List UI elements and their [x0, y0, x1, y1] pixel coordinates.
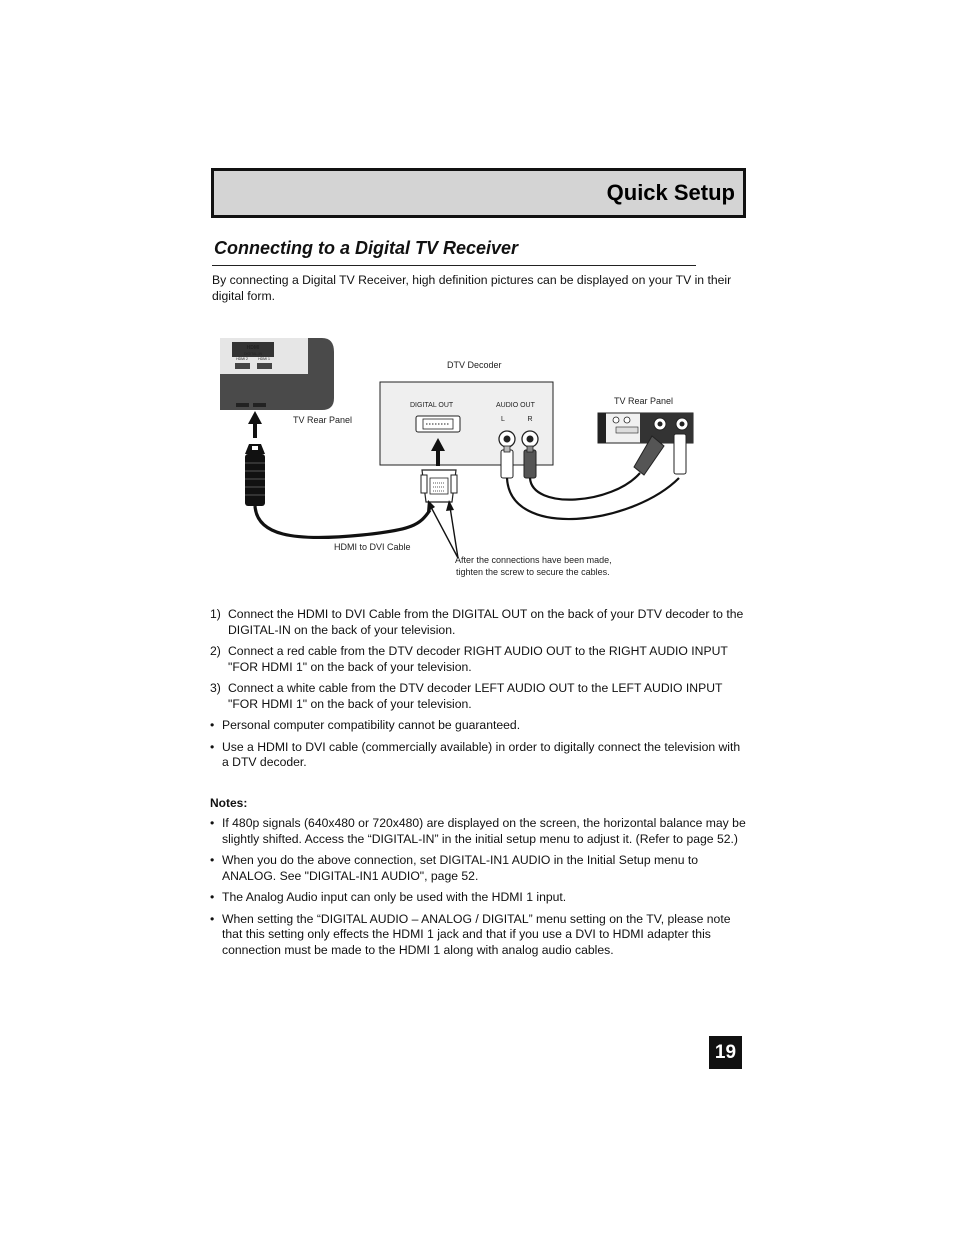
note-text: The Analog Audio input can only be used with the HDMI 1 input. — [222, 890, 567, 904]
audio-right-label: R — [527, 416, 533, 423]
digital-in-label: DIGITAL-IN — [243, 352, 263, 356]
step-item — [210, 644, 746, 675]
page-header — [211, 168, 746, 218]
tv-rear-panel-right-label: TV Rear Panel — [614, 396, 674, 406]
hdmi1-label: HDMI 1 — [258, 357, 270, 361]
note-text: If 480p signals (640x480 or 720x480) are displayed on the screen, the horizontal balance may be slightly shifted. Access the “DIGITAL-IN” in the initial setup menu to adjust it. (Refer to page 52.) — [222, 816, 746, 846]
intro-paragraph: By connecting a Digital TV Receiver, high definition pictures can be displayed on your TV in their digital form. — [212, 273, 732, 303]
notes-list — [210, 816, 746, 964]
dvi-port — [416, 416, 460, 432]
instruction-list — [210, 607, 746, 777]
bullet-icon: • — [210, 911, 215, 926]
page-number: 19 — [709, 1036, 742, 1069]
step-item — [210, 607, 746, 638]
step-item — [210, 681, 746, 712]
note-item — [210, 816, 746, 847]
step-number: 2) — [210, 644, 221, 658]
note-item — [210, 890, 746, 906]
bullet-icon: • — [210, 890, 215, 904]
bullet-text: Personal computer compatibility cannot be guaranteed. — [222, 718, 521, 732]
hdmi-badge: HDMI — [246, 345, 260, 351]
step-number: 3) — [210, 681, 221, 695]
step-text: Connect the HDMI to DVI Cable from the DIGITAL OUT on the back of your DTV decoder to the DIGITAL-IN on the back of your television. — [228, 607, 744, 637]
step-text: Connect a white cable from the DTV decoder LEFT AUDIO OUT to the LEFT AUDIO INPUT "FOR HDMI 1" on the back of your television. — [228, 681, 723, 711]
digital-out-label: DIGITAL OUT — [410, 402, 454, 409]
note-text: When setting the “DIGITAL AUDIO – ANALOG / DIGITAL” menu setting on the TV, please note that this setting only effects the HDMI 1 jack and that if you use a DVI to HDMI adapter this connection must be made to the HDMI 1 along with analog audio cables. — [222, 911, 731, 957]
bullet-icon: • — [210, 816, 215, 830]
rca-plug-red-decoder — [524, 446, 536, 478]
tv-rear-panel-left — [220, 338, 334, 410]
bullet-item — [210, 718, 746, 734]
note-item — [210, 912, 746, 959]
bullet-text: Use a HDMI to DVI cable (commercially available) in order to digitally connect the television with a DTV decoder. — [222, 739, 741, 769]
hdmi2-label: HDMI 2 — [236, 357, 248, 361]
tv-rear-panel-left-label: TV Rear Panel — [293, 415, 353, 425]
note-text: When you do the above connection, set DIGITAL-IN1 AUDIO in the Initial Setup menu to ANALOG. See "DIGITAL-IN1 AUDIO", page 52. — [222, 853, 699, 883]
screw-note-line2: tighten the screw to secure the cables. — [456, 567, 610, 577]
audio-out-label: AUDIO OUT — [496, 402, 535, 409]
screw-note-line1: After the connections have been made, — [455, 555, 612, 565]
bullet-item — [210, 740, 746, 771]
step-number: 1) — [210, 607, 221, 621]
white-audio-cable — [507, 478, 679, 519]
bullet-icon: • — [210, 853, 215, 867]
bullet-icon: • — [210, 739, 215, 754]
rca-plug-white-tv — [674, 434, 686, 474]
cable-label: HDMI to DVI Cable — [334, 542, 411, 552]
dvi-connector — [421, 470, 457, 502]
rca-plug-white-decoder — [501, 446, 513, 478]
arrow-up-left-icon — [248, 411, 262, 438]
notes-label: Notes: — [210, 796, 248, 810]
header-title: Quick Setup — [606, 180, 735, 205]
red-audio-cable — [530, 473, 640, 500]
connection-diagram — [212, 330, 712, 590]
section-divider — [212, 265, 696, 266]
hdmi-dvi-cable — [255, 506, 430, 538]
note-item — [210, 853, 746, 884]
section-title: Connecting to a Digital TV Receiver — [214, 238, 519, 258]
bullet-icon: • — [210, 718, 215, 732]
audio-left-label: L — [501, 416, 505, 423]
step-text: Connect a red cable from the DTV decoder RIGHT AUDIO OUT to the RIGHT AUDIO INPUT "FOR HDMI 1" on the back of your television. — [228, 644, 728, 674]
hdmi-connector — [245, 444, 265, 506]
dtv-decoder-label: DTV Decoder — [447, 360, 502, 370]
